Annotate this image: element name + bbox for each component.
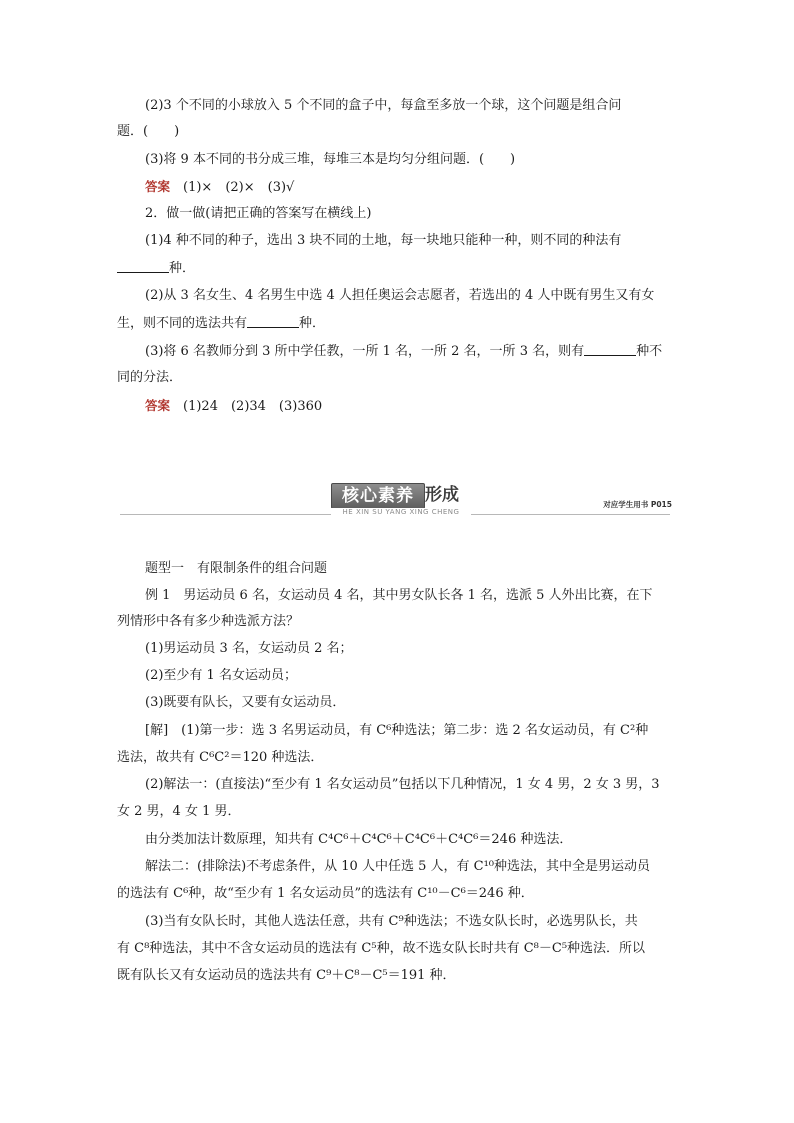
banner-title-rest: 形成 <box>425 485 459 505</box>
solution-2-line-1: (2)解法一：(直接法)“至少有 1 名女运动员”包括以下几种情况，1 女 4 男，2 女 3 男，3 <box>145 777 660 792</box>
question-2-line-1: (2)3 个不同的小球放入 5 个不同的盒子中，每盒至多放一个球，这个问题是组合问 <box>145 98 622 113</box>
section-2-title: 2．做一做(请把正确的答案写在横线上) <box>145 206 372 221</box>
problem-2-line-1: (2)从 3 名女生、4 名男生中选 4 人担任奥运会志愿者，若选出的 4 人中既有男生又有女 <box>145 288 655 303</box>
answer-blank[interactable] <box>247 315 299 328</box>
solution-3-line-2: 有 C⁸种选法，其中不含女运动员的选法有 C⁵种，故不选女队长时共有 C⁸－C⁵种选法．所以 <box>117 941 646 956</box>
condition-3: (3)既要有队长，又要有女运动员． <box>145 695 346 710</box>
problem-2-line-2 <box>117 315 682 332</box>
problem-3-prefix: (3)将 6 名教师分到 3 所中学任教，一所 1 名，一所 2 名，一所 3 名，则有 <box>145 344 585 359</box>
example-line-2: 列情形中各有多少种选派方法？ <box>117 614 300 629</box>
problem-2-prefix: 生，则不同的选法共有 <box>117 316 248 331</box>
example-line-1: 例 1 男运动员 6 名，女运动员 4 名，其中男女队长各 1 名，选派 5 人外出比赛，在下 <box>145 588 653 603</box>
solution-2-line-3: 由分类加法计数原理，知共有 C⁴C⁶＋C⁴C⁶＋C⁴C⁶＋C⁴C⁶＝246 种选法． <box>145 832 573 847</box>
problem-1-suffix: 种． <box>169 261 196 276</box>
problem-3-line-1 <box>145 343 685 360</box>
solution-2-line-2: 女 2 男，4 女 1 男． <box>117 804 241 819</box>
answer-blank[interactable] <box>117 260 169 273</box>
answer-blank[interactable] <box>584 343 636 356</box>
type-title: 题型一 有限制条件的组合问题 <box>145 561 328 576</box>
question-2-line-2: 题．( ) <box>117 124 180 139</box>
section-banner <box>120 480 680 520</box>
answer-2 <box>145 398 685 415</box>
banner-title-box: 核心素养 <box>331 483 425 509</box>
answer-1 <box>145 179 685 196</box>
solution-3-line-1: (3)当有女队长时，其他人选法任意，共有 C⁹种选法；不选女队长时，必选男队长，共 <box>145 914 638 929</box>
solution-1-line-2: 选法，故共有 C⁶C²＝120 种选法． <box>117 750 324 765</box>
answer-label: 答案 <box>145 398 171 413</box>
problem-1-line-2 <box>117 260 682 277</box>
banner-page-reference: 对应学生用书 P015 <box>603 500 672 509</box>
banner-pinyin: HE XIN SU YANG XING CHENG <box>331 508 471 517</box>
condition-1: (1)男运动员 3 名，女运动员 2 名； <box>145 641 353 656</box>
solution-1-line-1: [解] (1)第一步：选 3 名男运动员，有 C⁶种选法；第二步：选 2 名女运动员，有 C²种 <box>145 723 649 738</box>
answer-text: (1)24 (2)34 (3)360 <box>170 399 323 414</box>
solution-2-line-4: 解法二：(排除法)不考虑条件，从 10 人中任选 5 人，有 C¹⁰种选法，其中全是男运动员 <box>145 859 650 874</box>
problem-1-line-1: (1)4 种不同的种子，选出 3 块不同的土地，每一块地只能种一种，则不同的种法有 <box>145 233 622 248</box>
answer-text: (1)× (2)× (3)√ <box>170 180 295 195</box>
problem-3-suffix: 种不 <box>636 344 663 359</box>
condition-2: (2)至少有 1 名女运动员； <box>145 668 297 683</box>
solution-3-line-3: 既有队长又有女运动员的选法共有 C⁹＋C⁸－C⁵＝191 种． <box>117 968 456 983</box>
problem-2-suffix: 种． <box>299 316 326 331</box>
solution-2-line-5: 的选法有 C⁶种，故“至少有 1 名女运动员”的选法有 C¹⁰－C⁶＝246 种． <box>117 886 534 901</box>
question-3-line: (3)将 9 本不同的书分成三堆，每堆三本是均匀分组问题．( ) <box>145 152 516 167</box>
answer-label: 答案 <box>145 179 171 194</box>
problem-3-line-2: 同的分法． <box>117 370 183 385</box>
